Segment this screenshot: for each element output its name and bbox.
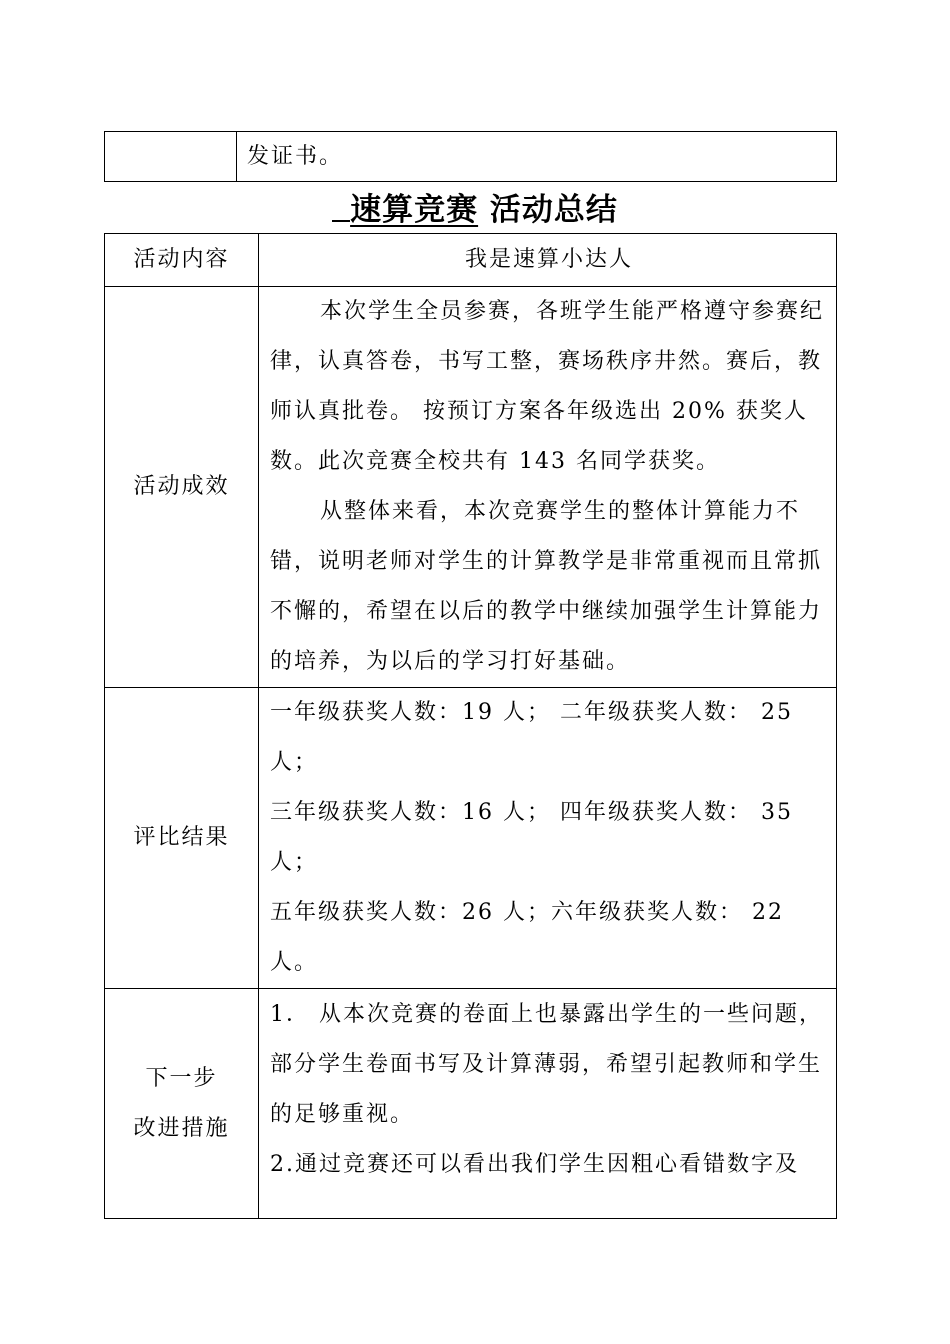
row-activity-content [105,234,837,287]
activity-effect-body [259,287,837,688]
next-steps-body [259,989,837,1219]
summary-table [104,233,837,1219]
title-underlined-part: 速算竞赛 [350,192,479,228]
evaluation-result-body [259,688,837,989]
next-step-item: 1． 从本次竞赛的卷面上也暴露出学生的一些问题，部分学生卷面书写及计算薄弱，希望引起教师和学生的足够重视。 [270,1002,823,1127]
next-steps-label-line1: 下一步 [145,1065,218,1091]
activity-content-value: 我是速算小达人 [259,234,837,287]
activity-effect-label: 活动成效 [105,287,259,688]
effect-paragraph: 本次学生全员参赛，各班学生能严格遵守参赛纪律，认真答卷，书写工整，赛场秩序井然。赛后，教师认真批卷。 按预订方案各年级选出 20% 获奖人数。此次竞赛全校共有 143 名同学获奖。 [270,299,825,474]
activity-content-label: 活动内容 [105,234,259,287]
top-table-fragment [104,131,837,182]
title-underline-lead [332,186,350,222]
result-line: 三年级获奖人数：16 人； 四年级获奖人数： 35 人； [270,800,793,875]
document-title [0,186,950,233]
evaluation-result-label: 评比结果 [105,688,259,989]
top-table-left-cell [105,132,237,181]
row-next-steps [105,989,837,1219]
result-line: 一年级获奖人数：19 人； 二年级获奖人数： 25 人； [270,700,793,775]
next-steps-label [105,989,259,1219]
next-step-item: 2.通过竞赛还可以看出我们学生因粗心看错数字及 [270,1152,799,1177]
title-rest: 活动总结 [489,192,618,228]
result-line: 五年级获奖人数：26 人；六年级获奖人数： 22 人。 [270,900,784,975]
effect-paragraph: 从整体来看，本次竞赛学生的整体计算能力不错，说明老师对学生的计算教学是非常重视而且常抓不懈的，希望在以后的教学中继续加强学生计算能力的培养，为以后的学习打好基础。 [270,499,823,674]
top-table-right-cell: 发证书。 [247,144,344,169]
row-activity-effect [105,287,837,688]
next-steps-label-line2: 改进措施 [133,1115,230,1141]
row-evaluation-result [105,688,837,989]
